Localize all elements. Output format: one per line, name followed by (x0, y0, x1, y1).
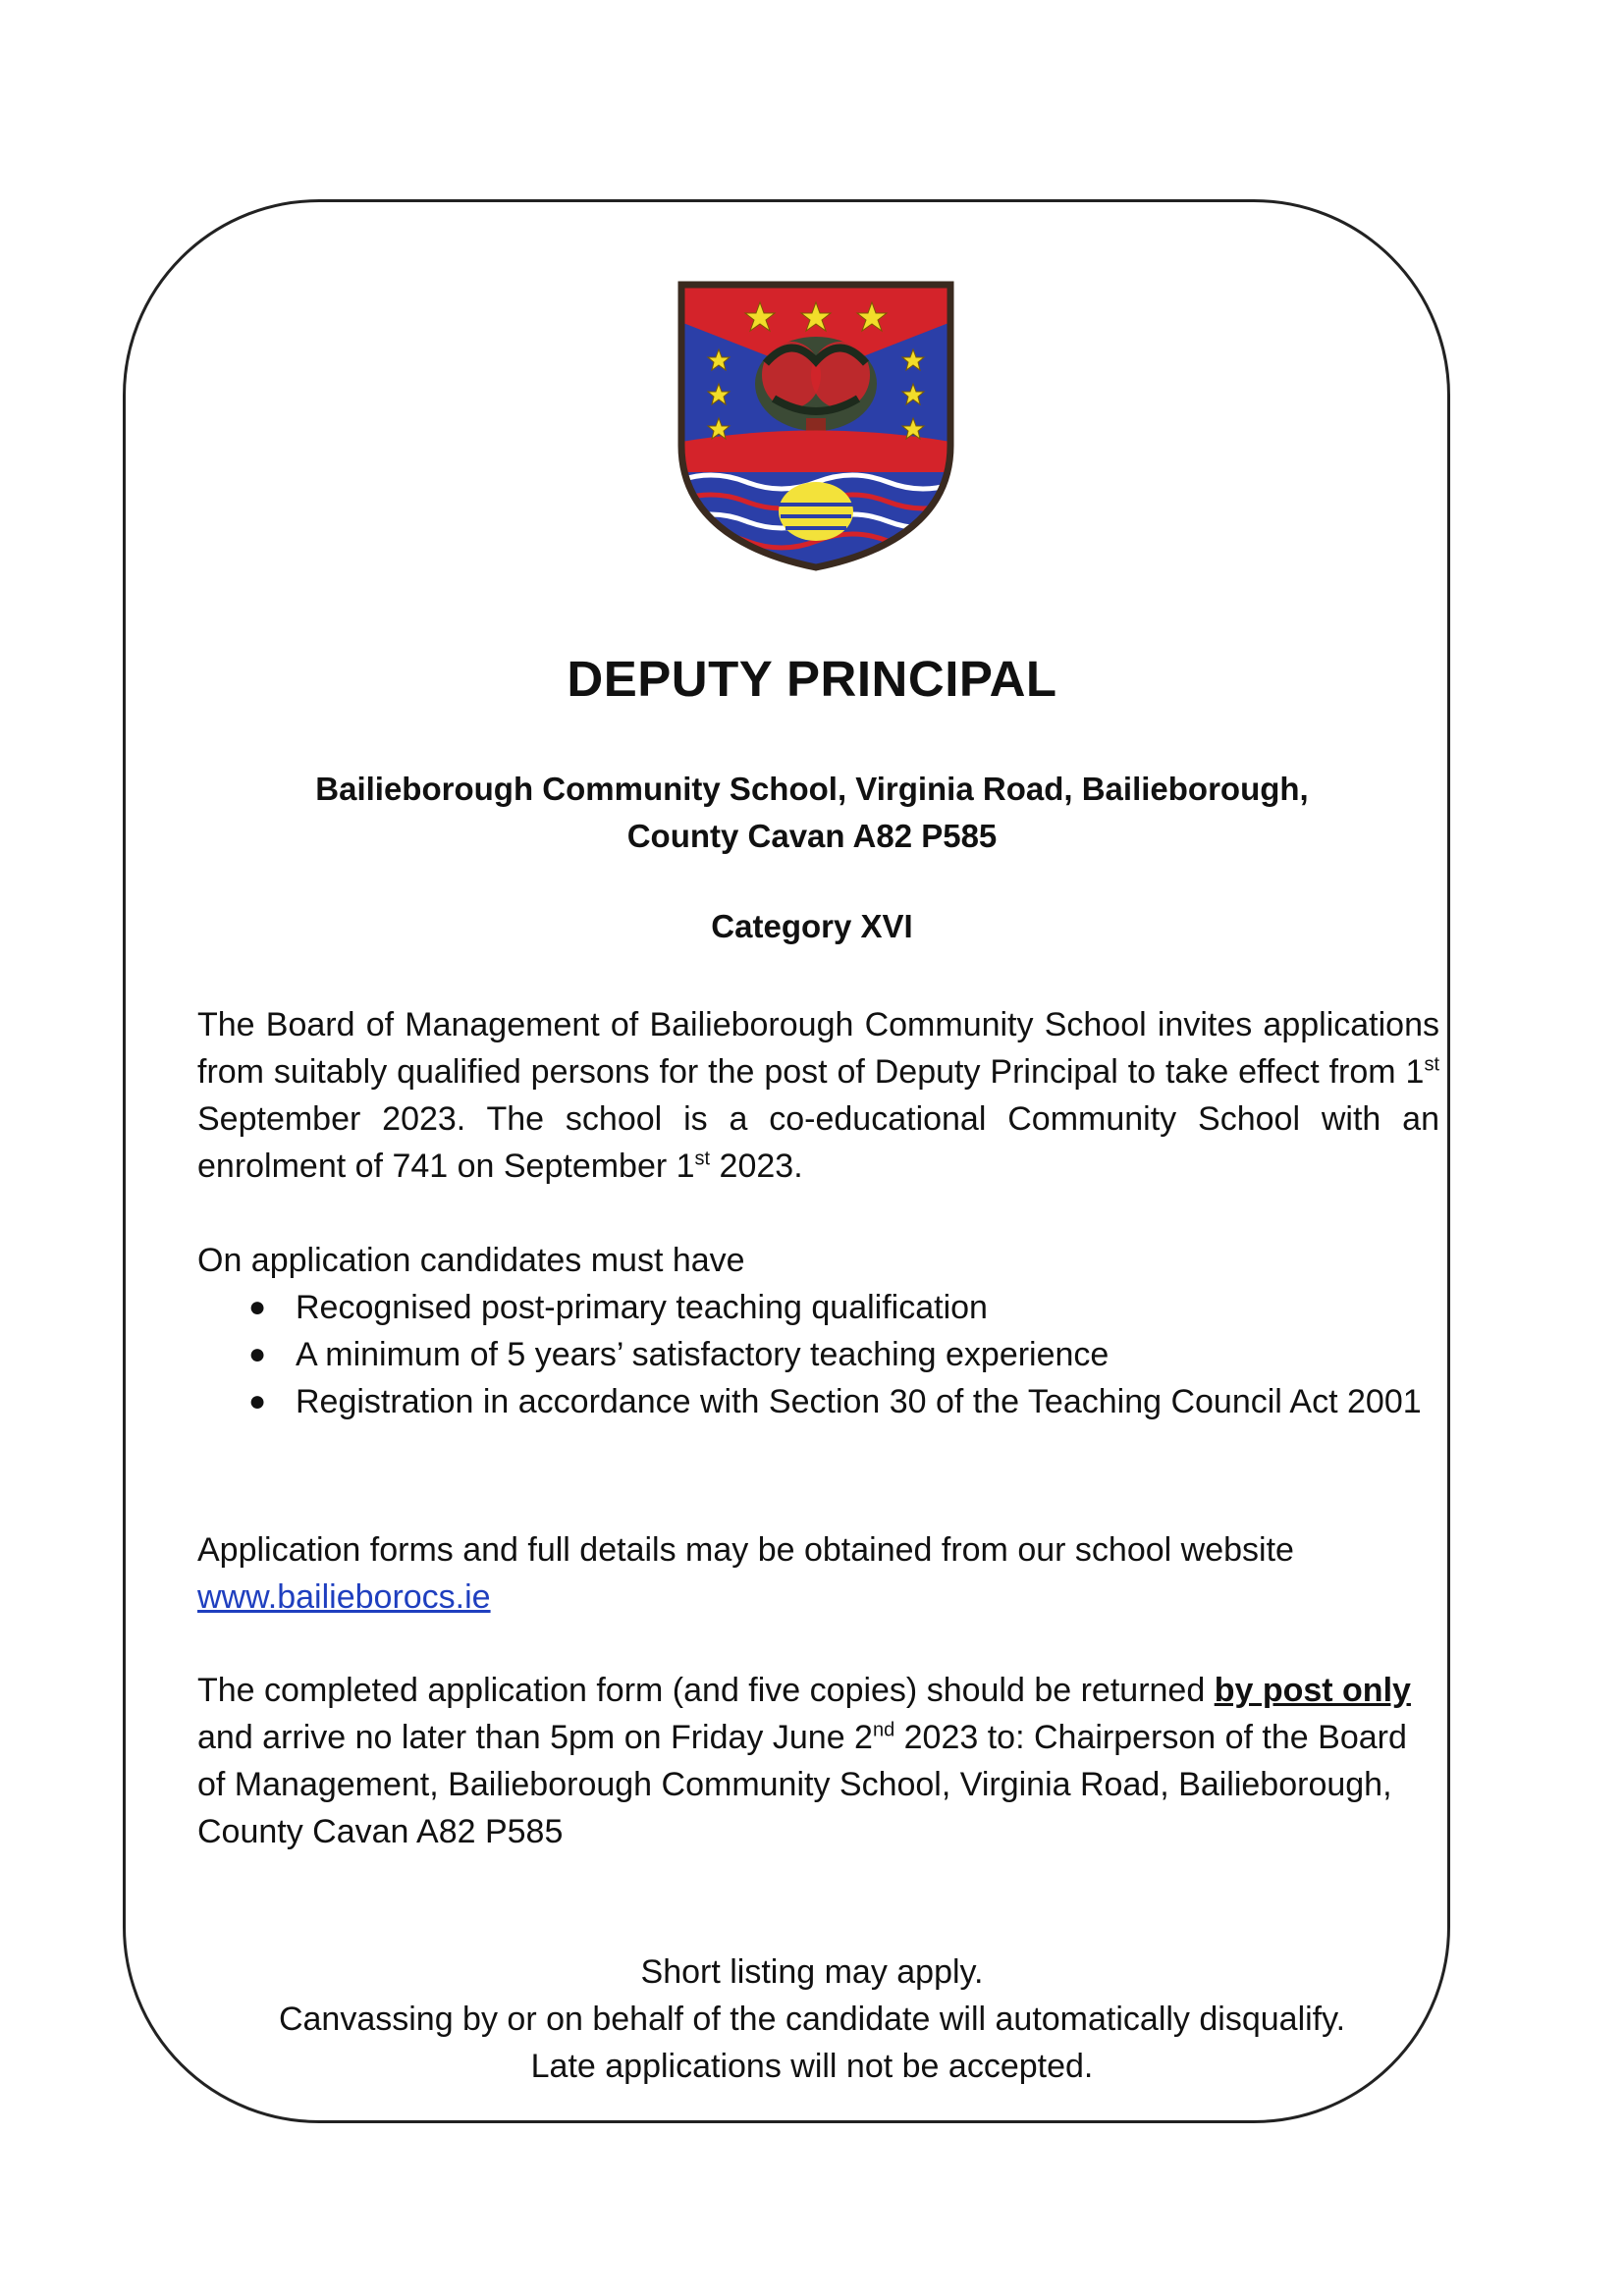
category-label: Category XVI (711, 908, 913, 944)
intro-sup-2: st (694, 1148, 711, 1170)
requirements-lead: On application candidates must have (197, 1242, 745, 1279)
intro-text-1: The Board of Management of Bailieborough Community School invites applications from suitably qualified persons for the post of Deputy Principal to take effect from 1 (197, 1006, 1439, 1091)
footer-note: Short listing may apply. (640, 1953, 984, 1991)
intro-text-3: 2023. (710, 1148, 803, 1185)
return-text-3: 2023 to: Chairperson of the Board of Management, Bailieborough Community School, Virginia Road, Bailieborough, County Cavan A82 P585 (197, 1719, 1407, 1850)
list-item: ● Registration in accordance with Section 30 of the Teaching Council Act 2001 (197, 1378, 1439, 1425)
requirements-section (197, 1237, 1439, 1425)
return-paragraph (197, 1667, 1439, 1855)
bullet-icon: ● (248, 1338, 267, 1370)
page-title: DEPUTY PRINCIPAL (567, 651, 1057, 707)
footer-notes (0, 1949, 1624, 2090)
return-text-2: and arrive no later than 5pm on Friday June 2 (197, 1719, 873, 1756)
intro-text-2: September 2023. The school is a co-educational Community School with an enrolment of 741 on September 1 (197, 1100, 1439, 1185)
intro-paragraph (197, 1001, 1439, 1190)
by-post-only-emphasis: by post only (1214, 1672, 1411, 1709)
list-item: ● Recognised post-primary teaching qualification (197, 1284, 1439, 1331)
school-address (0, 766, 1624, 860)
return-sup: nd (872, 1719, 895, 1741)
bullet-icon: ● (248, 1385, 267, 1417)
requirements-list (197, 1284, 1439, 1425)
website-section (197, 1526, 1439, 1621)
website-text: Application forms and full details may be obtained from our school website (197, 1531, 1294, 1569)
address-line-1: Bailieborough Community School, Virginia Road, Bailieborough, (315, 771, 1309, 807)
intro-sup-1: st (1424, 1053, 1439, 1076)
footer-note: Late applications will not be accepted. (530, 2048, 1094, 2085)
address-line-2: County Cavan A82 P585 (626, 818, 998, 854)
website-link[interactable]: www.bailieborocs.ie (197, 1578, 491, 1616)
list-item: ● A minimum of 5 years’ satisfactory teaching experience (197, 1331, 1439, 1378)
return-text-1: The completed application form (and five copies) should be returned (197, 1672, 1215, 1709)
bullet-icon: ● (248, 1291, 267, 1323)
school-crest-icon (676, 281, 956, 571)
footer-note: Canvassing by or on behalf of the candidate will automatically disqualify. (278, 2001, 1346, 2038)
